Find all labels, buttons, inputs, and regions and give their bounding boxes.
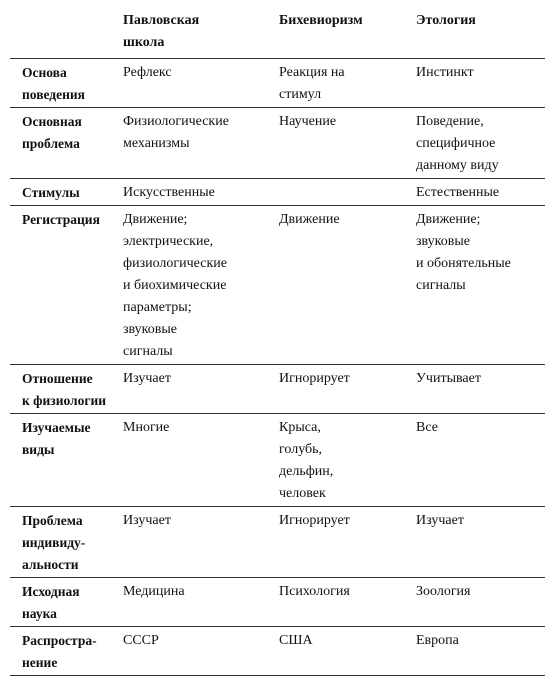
cell-pavlov: Рефлекс	[123, 65, 172, 80]
cell-pavlov: Изучает	[123, 513, 171, 528]
cell-behaviorism: Психология	[279, 584, 350, 599]
comparison-table	[10, 4, 545, 676]
cell-pavlov: Движение; электрические, физиологические и биохимические параметры; звуковые сигналы	[123, 212, 227, 359]
table-body	[10, 59, 545, 676]
comparison-table-container	[0, 4, 554, 670]
row-label: Проблема индивиду- альности	[22, 513, 86, 572]
header-pavlov-school: Павловская школа	[119, 4, 275, 59]
header-row	[10, 4, 545, 59]
table-row-individuality-problem	[10, 507, 545, 578]
cell-behaviorism	[275, 179, 412, 206]
cell-ethology: Все	[416, 420, 438, 435]
cell-behaviorism: Крыса, голубь, дельфин, человек	[279, 420, 334, 501]
table-row-studied-species	[10, 414, 545, 507]
cell-behaviorism: США	[279, 633, 313, 648]
cell-behaviorism: Движение	[279, 212, 340, 227]
row-label: Исходная наука	[22, 584, 80, 621]
row-label: Регистрация	[22, 212, 100, 227]
table-row-source-science	[10, 578, 545, 627]
cell-pavlov: Многие	[123, 420, 170, 435]
cell-pavlov: СССР	[123, 633, 159, 648]
cell-ethology: Европа	[416, 633, 459, 648]
row-label: Основная проблема	[22, 114, 82, 151]
table-row-basis-of-behavior	[10, 59, 545, 108]
table-header	[10, 4, 545, 59]
table-row-distribution	[10, 627, 545, 676]
cell-behaviorism: Игнорирует	[279, 371, 350, 386]
row-label: Стимулы	[22, 185, 80, 200]
table-row-main-problem	[10, 108, 545, 179]
cell-ethology: Зоология	[416, 584, 471, 599]
table-row-stimuli	[10, 179, 545, 206]
header-ethology: Этология	[412, 4, 545, 59]
row-label: Основа поведения	[22, 65, 85, 102]
row-label: Распростра- нение	[22, 633, 97, 670]
cell-ethology: Поведение, специфичное данному виду	[416, 114, 499, 173]
row-label: Отношение к физиологии	[22, 371, 107, 408]
cell-pavlov: Физиологические механизмы	[123, 114, 229, 151]
cell-pavlov: Изучает	[123, 371, 171, 386]
cell-ethology: Инстинкт	[416, 65, 474, 80]
header-corner-cell	[10, 4, 119, 59]
cell-behaviorism: Научение	[279, 114, 337, 129]
cell-behaviorism: Игнорирует	[279, 513, 350, 528]
table-row-relation-to-physiology	[10, 365, 545, 414]
cell-pavlov: Медицина	[123, 584, 185, 599]
cell-ethology: Изучает	[416, 513, 464, 528]
row-label: Изучаемые виды	[22, 420, 91, 457]
cell-ethology: Движение; звуковые и обонятельные сигналы	[416, 212, 511, 293]
cell-pavlov: Искусственные	[123, 185, 215, 200]
table-row-registration	[10, 206, 545, 365]
cell-ethology: Учитывает	[416, 371, 481, 386]
cell-behaviorism: Реакция на стимул	[279, 65, 345, 102]
header-behaviorism: Бихевиоризм	[275, 4, 412, 59]
cell-ethology: Естественные	[416, 185, 500, 200]
